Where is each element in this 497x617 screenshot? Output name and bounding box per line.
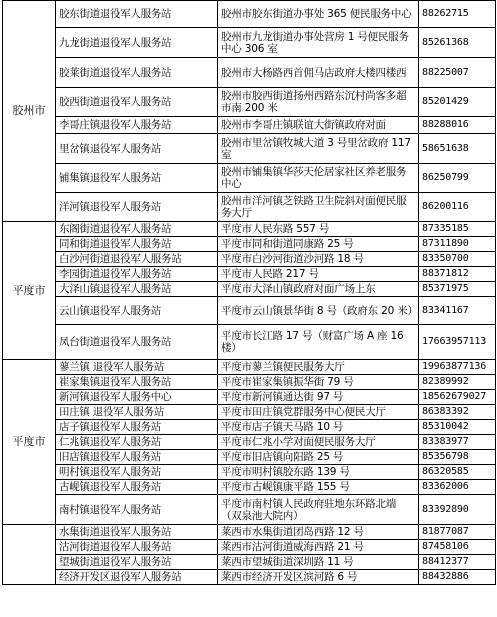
station-name-cell: 南村镇退役军人服务站 [56,495,218,525]
phone-cell: 88225007 [419,58,496,88]
service-station-table [2,0,496,585]
phone-cell: 83341167 [419,297,496,325]
phone-cell: 85310042 [419,420,496,435]
table-row [3,390,496,405]
table-row [3,237,496,252]
station-name-cell: 经济开发区退役军人服务站 [56,570,218,585]
station-name-cell: 李哥庄镇退役军人服务站 [56,117,218,134]
station-name-cell: 铺集镇退役军人服务站 [56,164,218,193]
table-row [3,58,496,88]
table-row [3,252,496,267]
address-cell: 平度市古岘镇康平路 155 号 [218,480,419,495]
table-row [3,420,496,435]
table-row [3,360,496,375]
station-name-cell: 水集街道退役军人服务站 [56,525,218,540]
address-cell: 平度市云山镇景华街 8 号（政府东 20 米） [218,297,419,325]
station-name-cell: 洋河镇退役军人服务站 [56,193,218,222]
table-row [3,405,496,420]
phone-cell: 58651638 [419,134,496,164]
station-name-cell: 沽河街道退役军人服务站 [56,540,218,555]
station-name-cell: 李园街道退役军人服务站 [56,267,218,282]
phone-cell: 83362006 [419,480,496,495]
station-name-cell: 崔家集镇退役军人服务站 [56,375,218,390]
table-row [3,375,496,390]
address-cell: 平度市长江路 17 号（财富广场 A 座 16 楼） [218,325,419,360]
city-cell: 平度市 [3,360,56,525]
station-name-cell: 田庄镇 退役军人服务站 [56,405,218,420]
table-row [3,525,496,540]
phone-cell: 81877087 [419,525,496,540]
station-name-cell: 九龙街道退役军人服务站 [56,28,218,58]
address-cell: 胶州市九龙街道办事处营房 1 号便民服务中心 306 室 [218,28,419,58]
table-row [3,480,496,495]
address-cell: 平度市白沙河街道沙河路 18 号 [218,252,419,267]
station-name-cell: 胶西街道退役军人服务站 [56,88,218,117]
address-cell: 平度市明村镇胶东路 139 号 [218,465,419,480]
station-name-cell: 蓼兰镇 退役军人服务站 [56,360,218,375]
phone-cell: 86250799 [419,164,496,193]
table-row [3,222,496,237]
table-row [3,570,496,585]
table-row [3,1,496,28]
address-cell: 莱西市水集街道团岛西路 12 号 [218,525,419,540]
station-name-cell: 望城街道退役军人服务站 [56,555,218,570]
table-row [3,465,496,480]
table-row [3,282,496,297]
table-row [3,297,496,325]
station-name-cell: 大泽山镇退役军人服务站 [56,282,218,297]
city-cell: 胶州市 [3,1,56,222]
address-cell: 平度市南村镇人民政府驻地东环路北端（双泉池大院内） [218,495,419,525]
phone-cell: 88371812 [419,267,496,282]
table-row [3,325,496,360]
table-row [3,88,496,117]
table-body [3,1,496,585]
phone-cell: 88262715 [419,1,496,28]
station-name-cell: 店子镇退役军人服务站 [56,420,218,435]
table-row [3,134,496,164]
station-name-cell: 凤台街道退役军人服务站 [56,325,218,360]
city-cell: 平度市 [3,222,56,360]
table-row [3,193,496,222]
station-name-cell: 新河镇退役军人服务中心 [56,390,218,405]
phone-cell: 87458106 [419,540,496,555]
address-cell: 平度市崔家集镇振华街 79 号 [218,375,419,390]
phone-cell: 85261368 [419,28,496,58]
station-name-cell: 白沙河街道退役军人服务站 [56,252,218,267]
address-cell: 平度市田庄镇党群服务中心便民大厅 [218,405,419,420]
address-cell: 平度市新河镇通达街 97 号 [218,390,419,405]
phone-cell: 18562679027 [419,390,496,405]
city-cell [3,525,56,585]
address-cell: 平度市蓼兰镇便民服务大厅 [218,360,419,375]
phone-cell: 88412377 [419,555,496,570]
station-name-cell: 里岔镇退役军人服务站 [56,134,218,164]
address-cell: 胶州市大杨路西首佣马店政府大楼四楼西 [218,58,419,88]
phone-cell: 85201429 [419,88,496,117]
address-cell: 胶州市里岔镇牧城大道 3 号里岔政府 117 室 [218,134,419,164]
phone-cell: 19963877136 [419,360,496,375]
address-cell: 莱西市经济开发区滨河路 6 号 [218,570,419,585]
phone-cell: 83392890 [419,495,496,525]
address-cell: 平度市同和街道同康路 25 号 [218,237,419,252]
phone-cell: 88432886 [419,570,496,585]
phone-cell: 83350700 [419,252,496,267]
station-name-cell: 同和街道退役军人服务站 [56,237,218,252]
address-cell: 胶州市胶西街道扬州西路东沉村尚客多超市南 200 米 [218,88,419,117]
phone-cell: 85371975 [419,282,496,297]
address-cell: 胶州市铺集镇华莎天伦居家社区养老服务中心 [218,164,419,193]
address-cell: 平度市人民东路 557 号 [218,222,419,237]
table-row [3,435,496,450]
phone-cell: 83383977 [419,435,496,450]
address-cell: 胶州市李哥庄镇联谊大街镇政府对面 [218,117,419,134]
phone-cell: 86320585 [419,465,496,480]
table-row [3,450,496,465]
phone-cell: 85356798 [419,450,496,465]
table-row [3,267,496,282]
table-row [3,117,496,134]
station-name-cell: 胶东街道退役军人服务站 [56,1,218,28]
address-cell: 胶州市胶东街道办事处 365 便民服务中心 [218,1,419,28]
station-name-cell: 云山镇退役军人服务站 [56,297,218,325]
station-name-cell: 胶莱街道退役军人服务站 [56,58,218,88]
station-name-cell: 明村镇退役军人服务站 [56,465,218,480]
table-row [3,555,496,570]
address-cell: 平度市仁兆小学对面便民服务大厅 [218,435,419,450]
phone-cell: 87335185 [419,222,496,237]
address-cell: 莱西市沽河街道威海西路 21 号 [218,540,419,555]
station-name-cell: 古岘镇退役军人服务站 [56,480,218,495]
phone-cell: 88288016 [419,117,496,134]
address-cell: 平度市店子镇天马路 10 号 [218,420,419,435]
address-cell: 莱西市望城街道深圳路 11 号 [218,555,419,570]
phone-cell: 17663957113 [419,325,496,360]
phone-cell: 82389992 [419,375,496,390]
phone-cell: 87311890 [419,237,496,252]
address-cell: 平度市大泽山镇政府对面广场上东 [218,282,419,297]
station-name-cell: 旧店镇退役军人服务站 [56,450,218,465]
table-row [3,164,496,193]
station-name-cell: 仁兆镇退役军人服务站 [56,435,218,450]
address-cell: 平度市旧店镇向阳路 25 号 [218,450,419,465]
table-row [3,28,496,58]
phone-cell: 86200116 [419,193,496,222]
table-row [3,495,496,525]
table-row [3,540,496,555]
address-cell: 胶州市洋河镇芝铁路卫生院斜对面便民服务大厅 [218,193,419,222]
phone-cell: 86383392 [419,405,496,420]
address-cell: 平度市人民路 217 号 [218,267,419,282]
station-name-cell: 东阁街道退役军人服务站 [56,222,218,237]
